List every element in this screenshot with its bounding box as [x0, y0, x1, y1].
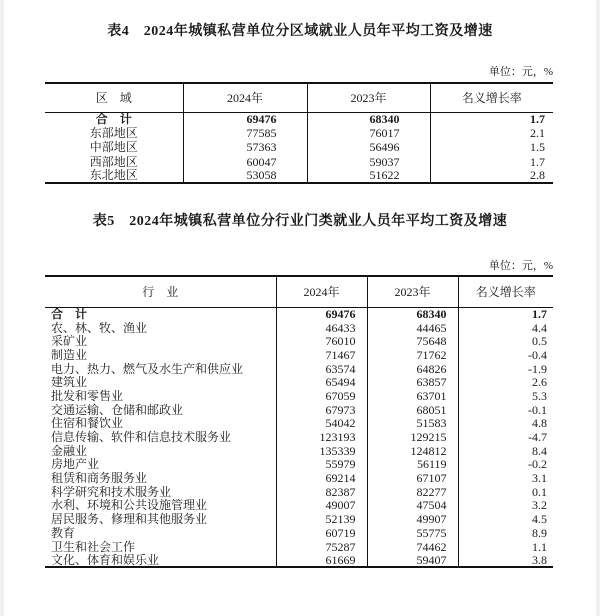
growth-rate: 3.8 [458, 553, 553, 567]
value-2023: 82277 [367, 485, 458, 499]
row-label: 科学研究和技术服务业 [51, 484, 172, 499]
value-2023: 56119 [367, 458, 458, 472]
value-2024: 71467 [276, 348, 367, 362]
value-2023: 56496 [307, 140, 430, 154]
table4-col-2024: 2024年 [183, 83, 307, 112]
row-label: 东北地区 [89, 168, 138, 183]
table4-header-row [45, 83, 553, 112]
growth-rate: 3.2 [458, 499, 553, 513]
value-2024: 55979 [276, 458, 367, 472]
growth-rate: 1.7 [430, 155, 553, 169]
table-row [45, 112, 553, 126]
row-label: 租赁和商务服务业 [51, 471, 148, 485]
table-row [45, 499, 553, 513]
row-label: 采矿业 [51, 334, 88, 349]
growth-rate: 3.1 [458, 471, 553, 485]
growth-rate: -4.7 [458, 430, 553, 444]
table-row [45, 389, 553, 403]
table4-title: 表4 2024年城镇私营单位分区域就业人员年平均工资及增速 [107, 24, 493, 39]
value-2023: 71762 [367, 348, 458, 362]
table5-industry-wages [45, 275, 553, 568]
value-2023: 44465 [367, 321, 458, 335]
row-label: 教育 [51, 526, 76, 540]
row-label: 建筑业 [51, 375, 88, 390]
row-label: 房地产业 [51, 457, 100, 472]
value-2024: 65494 [276, 375, 367, 389]
value-2024: 75287 [276, 540, 367, 554]
value-2023: 75648 [367, 334, 458, 348]
value-2023: 68340 [307, 112, 430, 126]
growth-rate: 1.7 [430, 112, 553, 126]
growth-rate: 5.3 [458, 389, 553, 403]
table4-body [45, 112, 553, 183]
value-2024: 69214 [276, 471, 367, 485]
page-right-edge [596, 0, 600, 616]
value-2023: 74462 [367, 540, 458, 554]
value-2023: 68340 [367, 307, 458, 321]
table5-col-2024: 2024年 [276, 276, 367, 307]
value-2024: 60719 [276, 526, 367, 540]
table-row [45, 526, 553, 540]
value-2023: 76017 [307, 126, 430, 140]
value-2024: 135339 [276, 444, 367, 458]
row-label: 合 计 [51, 307, 88, 321]
row-label: 农、林、牧、渔业 [51, 320, 148, 335]
value-2024: 123193 [276, 430, 367, 444]
table-row [45, 444, 553, 458]
table-row [45, 334, 553, 348]
value-2023: 68051 [367, 403, 458, 417]
value-2024: 69476 [276, 307, 367, 321]
row-label: 西部地区 [89, 154, 138, 169]
row-label: 文化、体育和娱乐业 [51, 553, 160, 567]
table5-col-growth: 名义增长率 [458, 276, 553, 307]
row-label: 批发和零售业 [51, 389, 124, 403]
growth-rate: 0.1 [458, 485, 553, 499]
table4-col-2023: 2023年 [307, 83, 430, 112]
growth-rate: -0.1 [458, 403, 553, 417]
growth-rate: 2.8 [430, 169, 553, 183]
value-2024: 49007 [276, 499, 367, 513]
table5-unit-label: 单位：元，% [488, 260, 553, 272]
table-row [45, 307, 553, 321]
table-row [45, 458, 553, 472]
value-2023: 55775 [367, 526, 458, 540]
row-label: 居民服务、修理和其他服务业 [51, 512, 208, 526]
table-row [45, 512, 553, 526]
growth-rate: -0.4 [458, 348, 553, 362]
page-left-edge [0, 0, 4, 616]
growth-rate: 2.1 [430, 126, 553, 140]
table5-col-2023: 2023年 [367, 276, 458, 307]
row-label: 制造业 [51, 348, 88, 362]
value-2024: 82387 [276, 485, 367, 499]
table-row [45, 471, 553, 485]
table-row [45, 140, 553, 154]
table-row [45, 430, 553, 444]
growth-rate: -1.9 [458, 362, 553, 376]
value-2024: 69476 [183, 112, 307, 126]
table-row [45, 126, 553, 140]
value-2023: 59037 [307, 155, 430, 169]
table4-col-growth: 名义增长率 [430, 83, 553, 112]
table-row [45, 169, 553, 183]
table5-body [45, 307, 553, 567]
table5-title: 表5 2024年城镇私营单位分行业门类就业人员年平均工资及增速 [92, 214, 508, 229]
value-2024: 63574 [276, 362, 367, 376]
growth-rate: 8.4 [458, 444, 553, 458]
row-label: 信息传输、软件和信息技术服务业 [51, 430, 232, 444]
table-row [45, 403, 553, 417]
value-2024: 54042 [276, 417, 367, 431]
row-label: 住宿和餐饮业 [51, 416, 124, 431]
row-label: 交通运输、仓储和邮政业 [51, 402, 184, 417]
table-row [45, 553, 553, 567]
value-2024: 57363 [183, 140, 307, 154]
value-2024: 77585 [183, 126, 307, 140]
growth-rate: 1.5 [430, 140, 553, 154]
value-2023: 51622 [307, 169, 430, 183]
growth-rate: 1.7 [458, 307, 553, 321]
table-row [45, 540, 553, 554]
table-row [45, 375, 553, 389]
row-label: 水利、环境和公共设施管理业 [51, 498, 208, 513]
row-label: 电力、热力、燃气及水生产和供应业 [51, 361, 244, 376]
growth-rate: 4.4 [458, 321, 553, 335]
value-2024: 67059 [276, 389, 367, 403]
value-2023: 63701 [367, 389, 458, 403]
growth-rate: 1.1 [458, 540, 553, 554]
table4-col-region: 区 域 [45, 83, 183, 112]
value-2024: 52139 [276, 512, 367, 526]
row-label: 卫生和社会工作 [51, 539, 136, 554]
table-row [45, 348, 553, 362]
table4-unit-label: 单位：元，% [488, 66, 553, 78]
growth-rate: 2.6 [458, 375, 553, 389]
value-2023: 124812 [367, 444, 458, 458]
table-row [45, 362, 553, 376]
value-2023: 49907 [367, 512, 458, 526]
growth-rate: -0.2 [458, 458, 553, 472]
row-label: 中部地区 [89, 140, 138, 155]
value-2024: 67973 [276, 403, 367, 417]
table-row [45, 417, 553, 431]
table4-region-wages [45, 82, 553, 184]
value-2023: 63857 [367, 375, 458, 389]
value-2024: 46433 [276, 321, 367, 335]
value-2023: 129215 [367, 430, 458, 444]
value-2024: 76010 [276, 334, 367, 348]
value-2023: 64826 [367, 362, 458, 376]
table-row [45, 155, 553, 169]
table-row [45, 321, 553, 335]
value-2023: 67107 [367, 471, 458, 485]
table5-col-industry: 行 业 [45, 276, 276, 307]
value-2024: 53058 [183, 169, 307, 183]
value-2023: 51583 [367, 417, 458, 431]
table-row [45, 485, 553, 499]
growth-rate: 0.5 [458, 334, 553, 348]
value-2024: 61669 [276, 553, 367, 567]
value-2024: 60047 [183, 155, 307, 169]
growth-rate: 8.9 [458, 526, 553, 540]
table5-header-row [45, 276, 553, 307]
growth-rate: 4.8 [458, 417, 553, 431]
growth-rate: 4.5 [458, 512, 553, 526]
row-label: 合 计 [95, 112, 132, 127]
row-label: 金融业 [51, 443, 88, 458]
value-2023: 47504 [367, 499, 458, 513]
value-2023: 59407 [367, 553, 458, 567]
row-label: 东部地区 [89, 126, 138, 141]
